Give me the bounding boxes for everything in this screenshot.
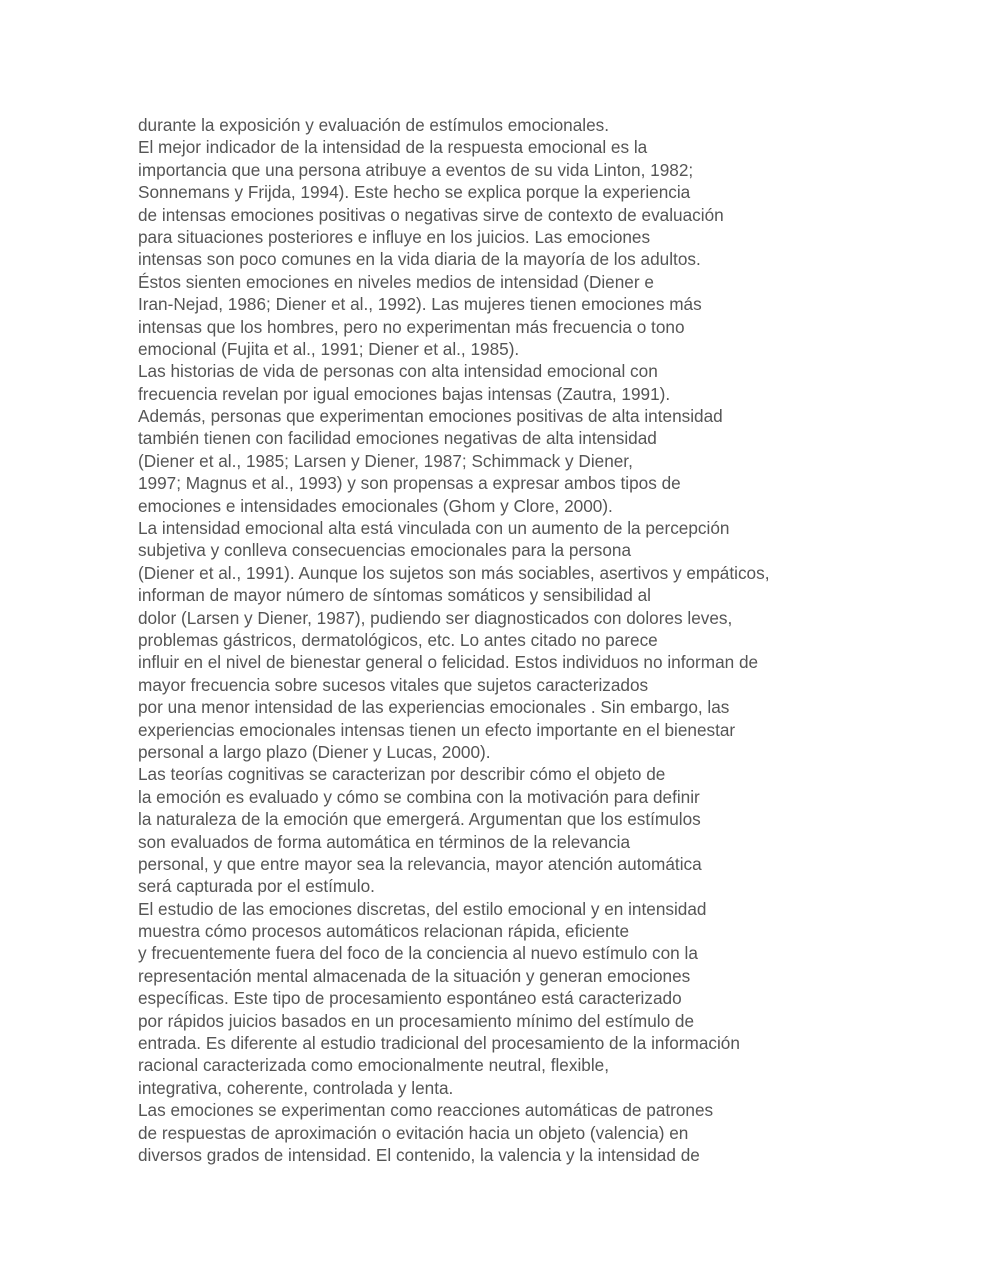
text-line: informan de mayor número de síntomas somáticos y sensibilidad al <box>138 585 651 606</box>
text-line: personal a largo plazo (Diener y Lucas, 2000). <box>138 741 491 762</box>
text-line: por rápidos juicios basados en un procesamiento mínimo del estímulo de <box>138 1010 695 1031</box>
text-line: de respuestas de aproximación o evitación hacia un objeto (valencia) en <box>138 1122 689 1143</box>
text-line: Iran-Nejad, 1986; Diener et al., 1992). Las mujeres tienen emociones más <box>138 294 702 315</box>
text-line: subjetiva y conlleva consecuencias emocionales para la persona <box>138 540 631 561</box>
text-line: representación mental almacenada de la situación y generan emociones <box>138 965 691 986</box>
text-line: El mejor indicador de la intensidad de la respuesta emocional es la <box>138 137 648 158</box>
text-line: la naturaleza de la emoción que emergerá. Argumentan que los estímulos <box>138 809 701 830</box>
text-line: durante la exposición y evaluación de estímulos emocionales. <box>138 115 610 135</box>
text-line: frecuencia revelan por igual emociones bajas intensas (Zautra, 1991). <box>138 383 671 404</box>
text-line: influir en el nivel de bienestar general o felicidad. Estos individuos no informan de <box>138 652 759 673</box>
text-line: intensas son poco comunes en la vida diaria de la mayoría de los adultos. <box>138 249 701 270</box>
body-text <box>138 114 968 1166</box>
text-line: dolor (Larsen y Diener, 1987), pudiendo ser diagnosticados con dolores leves, <box>138 607 733 628</box>
text-line: y frecuentemente fuera del foco de la conciencia al nuevo estímulo con la <box>138 943 698 964</box>
text-line: entrada. Es diferente al estudio tradicional del procesamiento de la información <box>138 1033 740 1054</box>
text-line: son evaluados de forma automática en términos de la relevancia <box>138 831 631 852</box>
text-line: mayor frecuencia sobre sucesos vitales que sujetos caracterizados <box>138 674 649 695</box>
text-line: racional caracterizada como emocionalmente neutral, flexible, <box>138 1055 609 1076</box>
text-line: 1997; Magnus et al., 1993) y son propensas a expresar ambos tipos de <box>138 473 681 494</box>
text-line: (Diener et al., 1985; Larsen y Diener, 1987; Schimmack y Diener, <box>138 450 633 471</box>
text-line: Las historias de vida de personas con alta intensidad emocional con <box>138 361 658 382</box>
text-line: emocional (Fujita et al., 1991; Diener et al., 1985). <box>138 338 520 359</box>
text-line: Sonnemans y Frijda, 1994). Este hecho se explica porque la experiencia <box>138 182 691 203</box>
text-line: por una menor intensidad de las experiencias emocionales . Sin embargo, las <box>138 697 730 718</box>
text-line: la emoción es evaluado y cómo se combina con la motivación para definir <box>138 786 700 807</box>
text-line: será capturada por el estímulo. <box>138 876 375 897</box>
text-line: (Diener et al., 1991). Aunque los sujetos son más sociables, asertivos y empáticos, <box>138 562 770 583</box>
text-line: específicas. Este tipo de procesamiento espontáneo está caracterizado <box>138 988 682 1009</box>
text-line: emociones e intensidades emocionales (Ghom y Clore, 2000). <box>138 495 613 516</box>
text-line: La intensidad emocional alta está vinculada con un aumento de la percepción <box>138 518 730 539</box>
text-line: experiencias emocionales intensas tienen un efecto importante en el bienestar <box>138 719 736 740</box>
text-line: Las emociones se experimentan como reacciones automáticas de patrones <box>138 1100 714 1121</box>
text-line: problemas gástricos, dermatológicos, etc. Lo antes citado no parece <box>138 629 658 650</box>
text-line: de intensas emociones positivas o negativas sirve de contexto de evaluación <box>138 204 724 225</box>
text-line: Éstos sienten emociones en niveles medios de intensidad (Diener e <box>138 271 654 292</box>
text-line: El estudio de las emociones discretas, del estilo emocional y en intensidad <box>138 898 707 919</box>
text-line: intensas que los hombres, pero no experimentan más frecuencia o tono <box>138 316 685 337</box>
text-line: Además, personas que experimentan emociones positivas de alta intensidad <box>138 406 723 427</box>
text-line: también tienen con facilidad emociones negativas de alta intensidad <box>138 428 657 449</box>
text-line: para situaciones posteriores e influye en los juicios. Las emociones <box>138 226 651 247</box>
text-line: integrativa, coherente, controlada y lenta. <box>138 1077 454 1098</box>
text-line: personal, y que entre mayor sea la relevancia, mayor atención automática <box>138 853 702 874</box>
text-line: diversos grados de intensidad. El contenido, la valencia y la intensidad de <box>138 1144 700 1165</box>
text-line: muestra cómo procesos automáticos relacionan rápida, eficiente <box>138 921 630 942</box>
text-line: importancia que una persona atribuye a eventos de su vida Linton, 1982; <box>138 159 694 180</box>
text-line: Las teorías cognitivas se caracterizan por describir cómo el objeto de <box>138 764 666 785</box>
